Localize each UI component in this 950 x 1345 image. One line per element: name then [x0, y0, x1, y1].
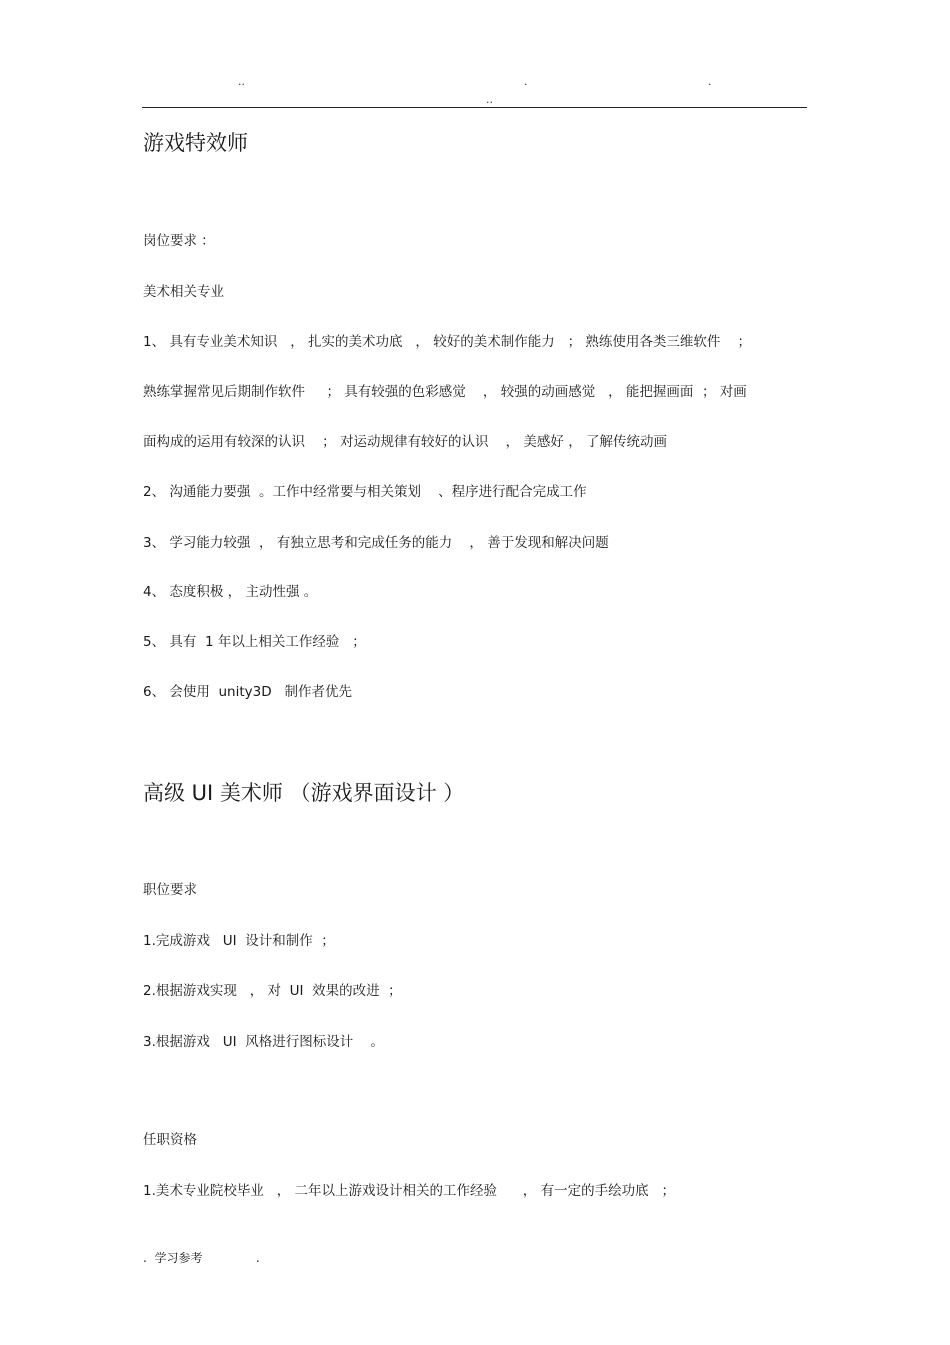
header-dot-center: . [524, 75, 528, 88]
page-footer: . 学习参考 . [143, 1251, 260, 1265]
section1-requirements-label: 岗位要求 ： [143, 233, 215, 249]
section2-duty-item: 1.完成游戏 UI 设计和制作 ； [143, 933, 335, 949]
section1-line: 2、 沟通能力要强 。工作中经常要与相关策划 、程序进行配合完成工作 [143, 484, 587, 500]
section1-line: 熟练掌握常见后期制作软件 ； 具有较强的色彩感觉 ， 较强的动画感觉 ， 能把握画面 ； 对画 [143, 384, 747, 400]
section2-duty-item: 3.根据游戏 UI 风格进行图标设计 。 [143, 1034, 384, 1050]
section1-line: 3、 学习能力较强 ， 有独立思考和完成任务的能力 ， 善于发现和解决问题 [143, 535, 609, 551]
header-dot-left: .. [238, 75, 245, 88]
section1-line: 1、 具有专业美术知识 ， 扎实的美术功底 ， 较好的美术制作能力 ； 熟练使用各类三维软件 ； [143, 334, 752, 350]
section1-major: 美术相关专业 [143, 284, 224, 300]
header-dot-below: .. [486, 93, 493, 106]
section1-line: 6、 会使用 unity3D 制作者优先 [143, 684, 352, 700]
section2-qualification-label: 任职资格 [143, 1132, 197, 1148]
header-rule [142, 107, 807, 108]
section1-line: 面构成的运用有较深的认识 ； 对运动规律有较好的认识 ， 美感好 ， 了解传统动画 [143, 434, 667, 450]
header-dot-right: . [708, 75, 712, 88]
section2-title: 高级 UI 美术师 （游戏界面设计 ） [143, 781, 465, 805]
section2-qualification-item: 1.美术专业院校毕业 ， 二年以上游戏设计相关的工作经验 ， 有一定的手绘功底 ； [143, 1183, 675, 1199]
section1-line: 5、 具有 1 年以上相关工作经验 ； [143, 634, 366, 650]
section2-duty-label: 职位要求 [143, 882, 197, 898]
section1-line: 4、 态度积极 ， 主动性强 。 [143, 584, 318, 600]
section1-title: 游戏特效师 [143, 131, 248, 155]
section2-duty-item: 2.根据游戏实现 ， 对 UI 效果的改进 ； [143, 983, 402, 999]
